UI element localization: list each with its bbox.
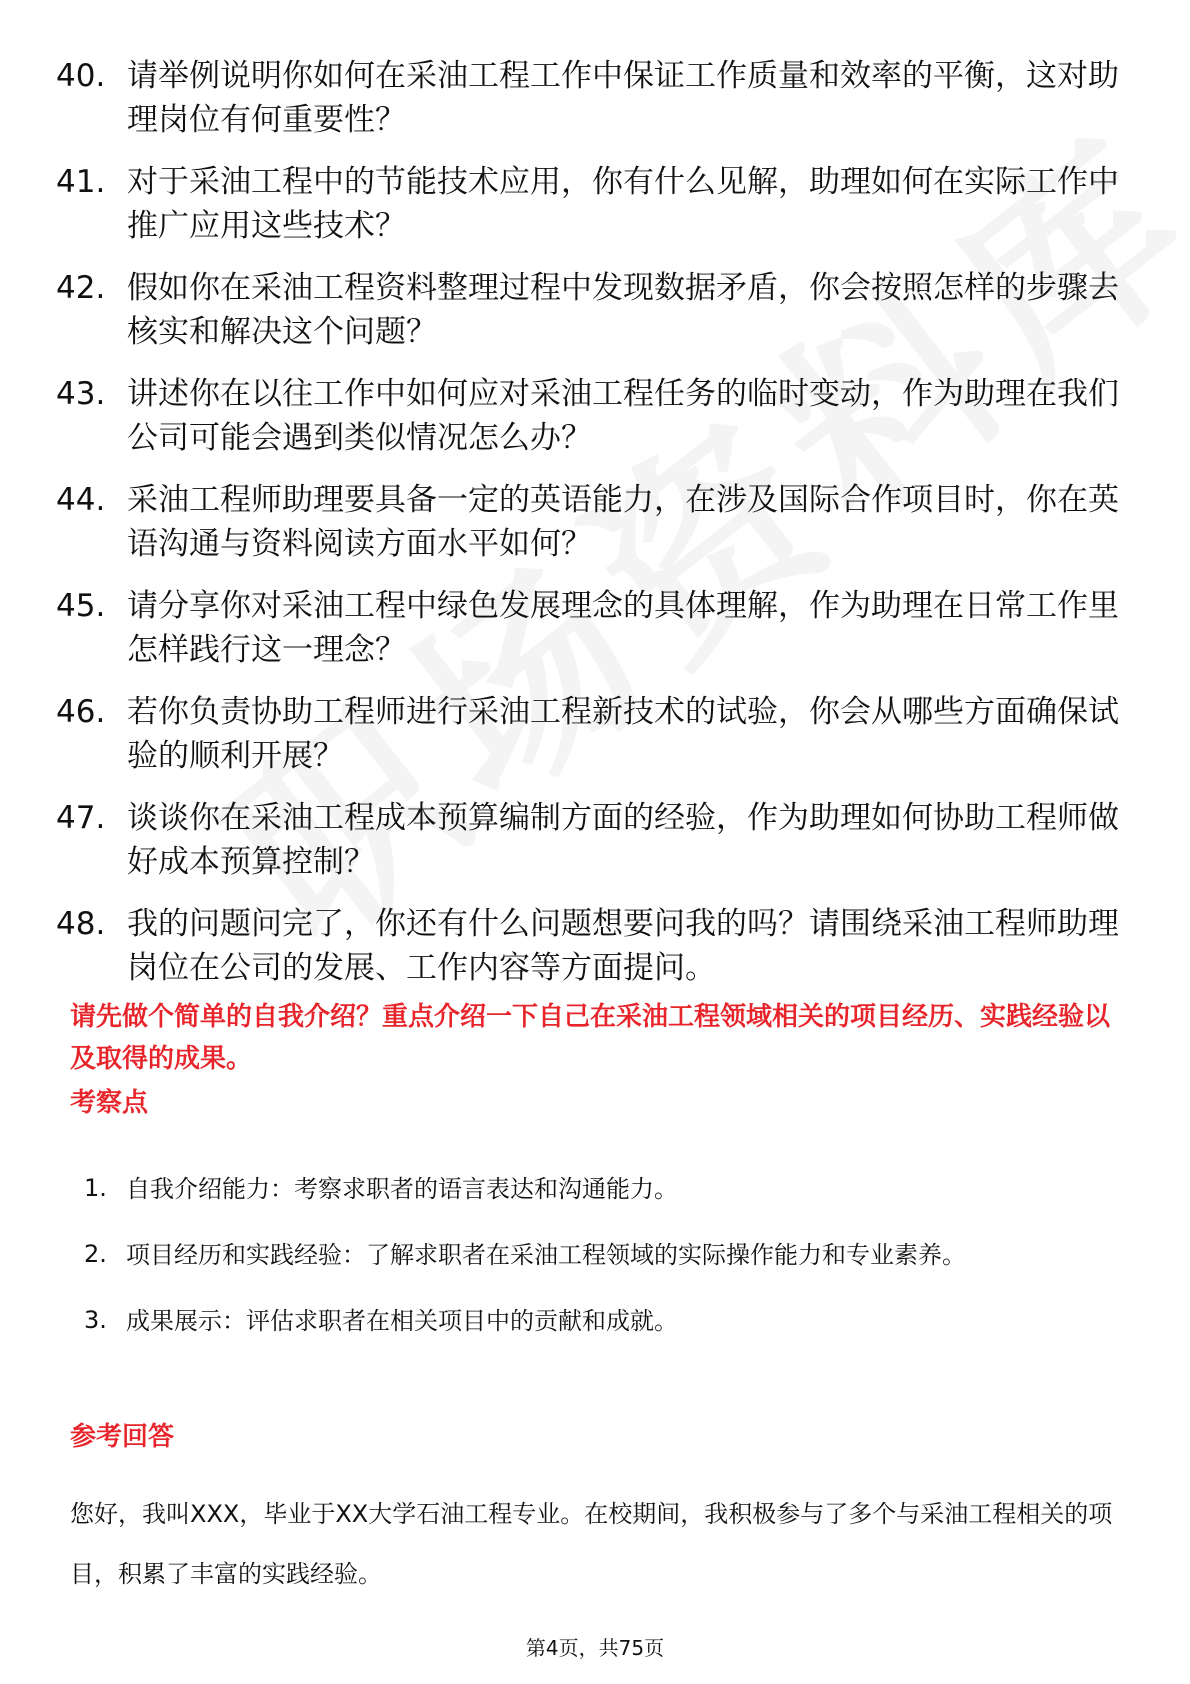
question-number: 48.	[56, 906, 106, 942]
question-number: 42.	[56, 270, 106, 306]
question-number: 43.	[56, 376, 106, 412]
question-text: 讲述你在以往工作中如何应对采油工程任务的临时变动，作为助理在我们公司可能会遇到类似情况怎么办？	[127, 376, 1119, 456]
point-text: 成果展示：评估求职者在相关项目中的贡献和成就。	[126, 1307, 678, 1335]
question-item	[56, 902, 1136, 990]
question-number: 47.	[56, 800, 106, 836]
assessment-title: 考察点	[70, 1088, 149, 1118]
question-number: 46.	[56, 694, 106, 730]
question-list	[56, 54, 1136, 1008]
question-item	[56, 584, 1136, 672]
question-text: 采油工程师助理要具备一定的英语能力，在涉及国际合作项目时，你在英语沟通与资料阅读方面水平如何？	[127, 482, 1119, 562]
question-text: 谈谈你在采油工程成本预算编制方面的经验，作为助理如何协助工程师做好成本预算控制？	[127, 800, 1119, 880]
point-text: 项目经历和实践经验：了解求职者在采油工程领域的实际操作能力和专业素养。	[126, 1241, 966, 1269]
assessment-point	[84, 1226, 1124, 1284]
assessment-point	[84, 1160, 1124, 1218]
highlight-question: 请先做个简单的自我介绍？重点介绍一下自己在采油工程领域相关的项目经历、实践经验以及取得的成果。	[70, 1002, 1111, 1074]
point-number: 1.	[84, 1174, 107, 1202]
question-text: 我的问题问完了，你还有什么问题想要问我的吗？请围绕采油工程师助理岗位在公司的发展、工作内容等方面提问。	[127, 906, 1119, 986]
question-number: 44.	[56, 482, 106, 518]
question-number: 41.	[56, 164, 106, 200]
question-number: 40.	[56, 58, 106, 94]
question-item	[56, 796, 1136, 884]
assessment-points	[84, 1160, 1124, 1358]
point-number: 2.	[84, 1240, 107, 1268]
question-item	[56, 478, 1136, 566]
question-text: 请分享你对采油工程中绿色发展理念的具体理解，作为助理在日常工作里怎样践行这一理念？	[127, 588, 1119, 668]
question-number: 45.	[56, 588, 106, 624]
reference-title: 参考回答	[70, 1422, 175, 1452]
reference-answer: 您好，我叫XXX，毕业于XX大学石油工程专业。在校期间，我积极参与了多个与采油工程相关的项目，积累了丰富的实践经验。	[70, 1500, 1113, 1588]
question-item	[56, 54, 1136, 142]
question-text: 假如你在采油工程资料整理过程中发现数据矛盾，你会按照怎样的步骤去核实和解决这个问题？	[127, 270, 1119, 350]
question-item	[56, 160, 1136, 248]
assessment-point	[84, 1292, 1124, 1350]
question-item	[56, 266, 1136, 354]
point-number: 3.	[84, 1306, 107, 1334]
question-item	[56, 372, 1136, 460]
question-text: 若你负责协助工程师进行采油工程新技术的试验，你会从哪些方面确保试验的顺利开展？	[127, 694, 1119, 774]
point-text: 自我介绍能力：考察求职者的语言表达和沟通能力。	[126, 1175, 678, 1203]
question-text: 对于采油工程中的节能技术应用，你有什么见解，助理如何在实际工作中推广应用这些技术？	[127, 164, 1119, 244]
page-footer: 第4页，共75页	[525, 1636, 665, 1660]
question-item	[56, 690, 1136, 778]
question-text: 请举例说明你如何在采油工程工作中保证工作质量和效率的平衡，这对助理岗位有何重要性？	[127, 58, 1119, 138]
